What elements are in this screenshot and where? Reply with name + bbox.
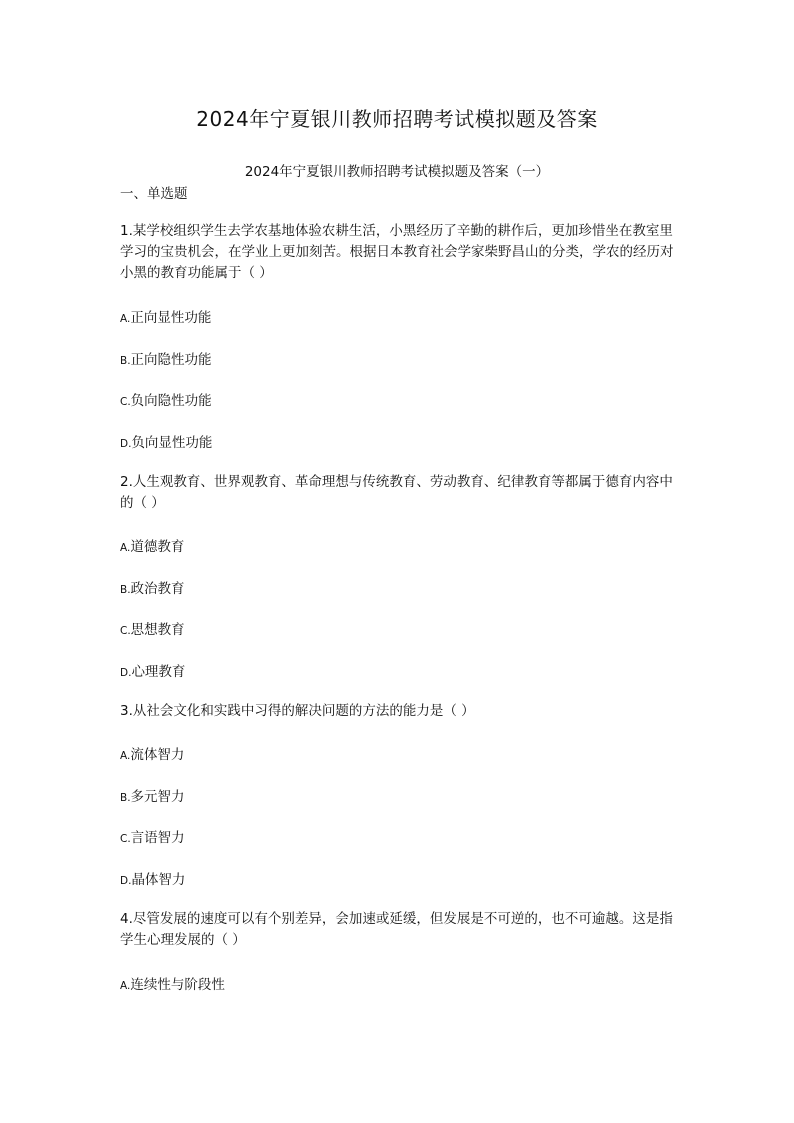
option-letter: C. — [120, 833, 131, 845]
option-text: 正向显性功能 — [130, 310, 212, 326]
option-letter: C. — [120, 396, 131, 408]
question-1-option-b — [120, 348, 212, 368]
option-letter: D. — [120, 667, 132, 679]
option-letter: B. — [120, 584, 131, 596]
option-text: 晶体智力 — [131, 872, 186, 888]
option-text: 多元智力 — [130, 789, 185, 805]
question-2-option-c — [120, 618, 185, 638]
option-text: 正向隐性功能 — [130, 352, 212, 368]
document-subtitle: 2024年宁夏银川教师招聘考试模拟题及答案（一） — [244, 164, 550, 180]
option-letter: B. — [120, 355, 131, 367]
question-4: 4.尽管发展的速度可以有个别差异，会加速或延缓，但发展是不可逆的，也不可逾越。这是指学生心理发展的（ ） — [120, 911, 673, 948]
section-heading: 一、单选题 — [120, 186, 188, 202]
option-letter: C. — [120, 625, 131, 637]
option-text: 连续性与阶段性 — [130, 977, 225, 993]
option-text: 负向显性功能 — [131, 435, 213, 451]
question-3-option-d — [120, 868, 185, 888]
question-2-option-b — [120, 577, 185, 597]
question-2: 2.人生观教育、世界观教育、革命理想与传统教育、劳动教育、纪律教育等都属于德育内容中的（ ） — [120, 474, 673, 511]
option-letter: A. — [120, 980, 131, 992]
option-letter: D. — [120, 438, 132, 450]
question-2-option-d — [120, 660, 185, 680]
option-letter: D. — [120, 875, 132, 887]
option-text: 政治教育 — [130, 581, 185, 597]
question-3: 3.从社会文化和实践中习得的解决问题的方法的能力是（ ） — [120, 703, 475, 719]
option-text: 流体智力 — [130, 747, 185, 763]
option-letter: A. — [120, 542, 131, 554]
option-text: 负向隐性功能 — [130, 393, 212, 409]
option-text: 言语智力 — [130, 830, 185, 846]
question-3-option-c — [120, 826, 185, 846]
option-text: 思想教育 — [130, 622, 185, 638]
question-3-option-b — [120, 785, 185, 805]
question-2-option-a — [120, 535, 184, 555]
question-1-option-d — [120, 431, 212, 451]
option-letter: A. — [120, 313, 131, 325]
question-1-option-c — [120, 389, 212, 409]
question-3-option-a — [120, 743, 184, 763]
option-letter: A. — [120, 750, 131, 762]
option-text: 心理教育 — [131, 664, 186, 680]
document-title: 2024年宁夏银川教师招聘考试模拟题及答案 — [196, 107, 598, 131]
question-1-option-a — [120, 306, 211, 326]
question-1: 1.某学校组织学生去学农基地体验农耕生活，小黑经历了辛勤的耕作后，更加珍惜坐在教室里学习的宝贵机会，在学业上更加刻苦。根据日本教育社会学家柴野昌山的分类，学农的经历对小黑的教育功能属于（ ） — [120, 223, 674, 281]
option-letter: B. — [120, 792, 131, 804]
option-text: 道德教育 — [130, 539, 185, 555]
question-4-option-a — [120, 973, 225, 993]
